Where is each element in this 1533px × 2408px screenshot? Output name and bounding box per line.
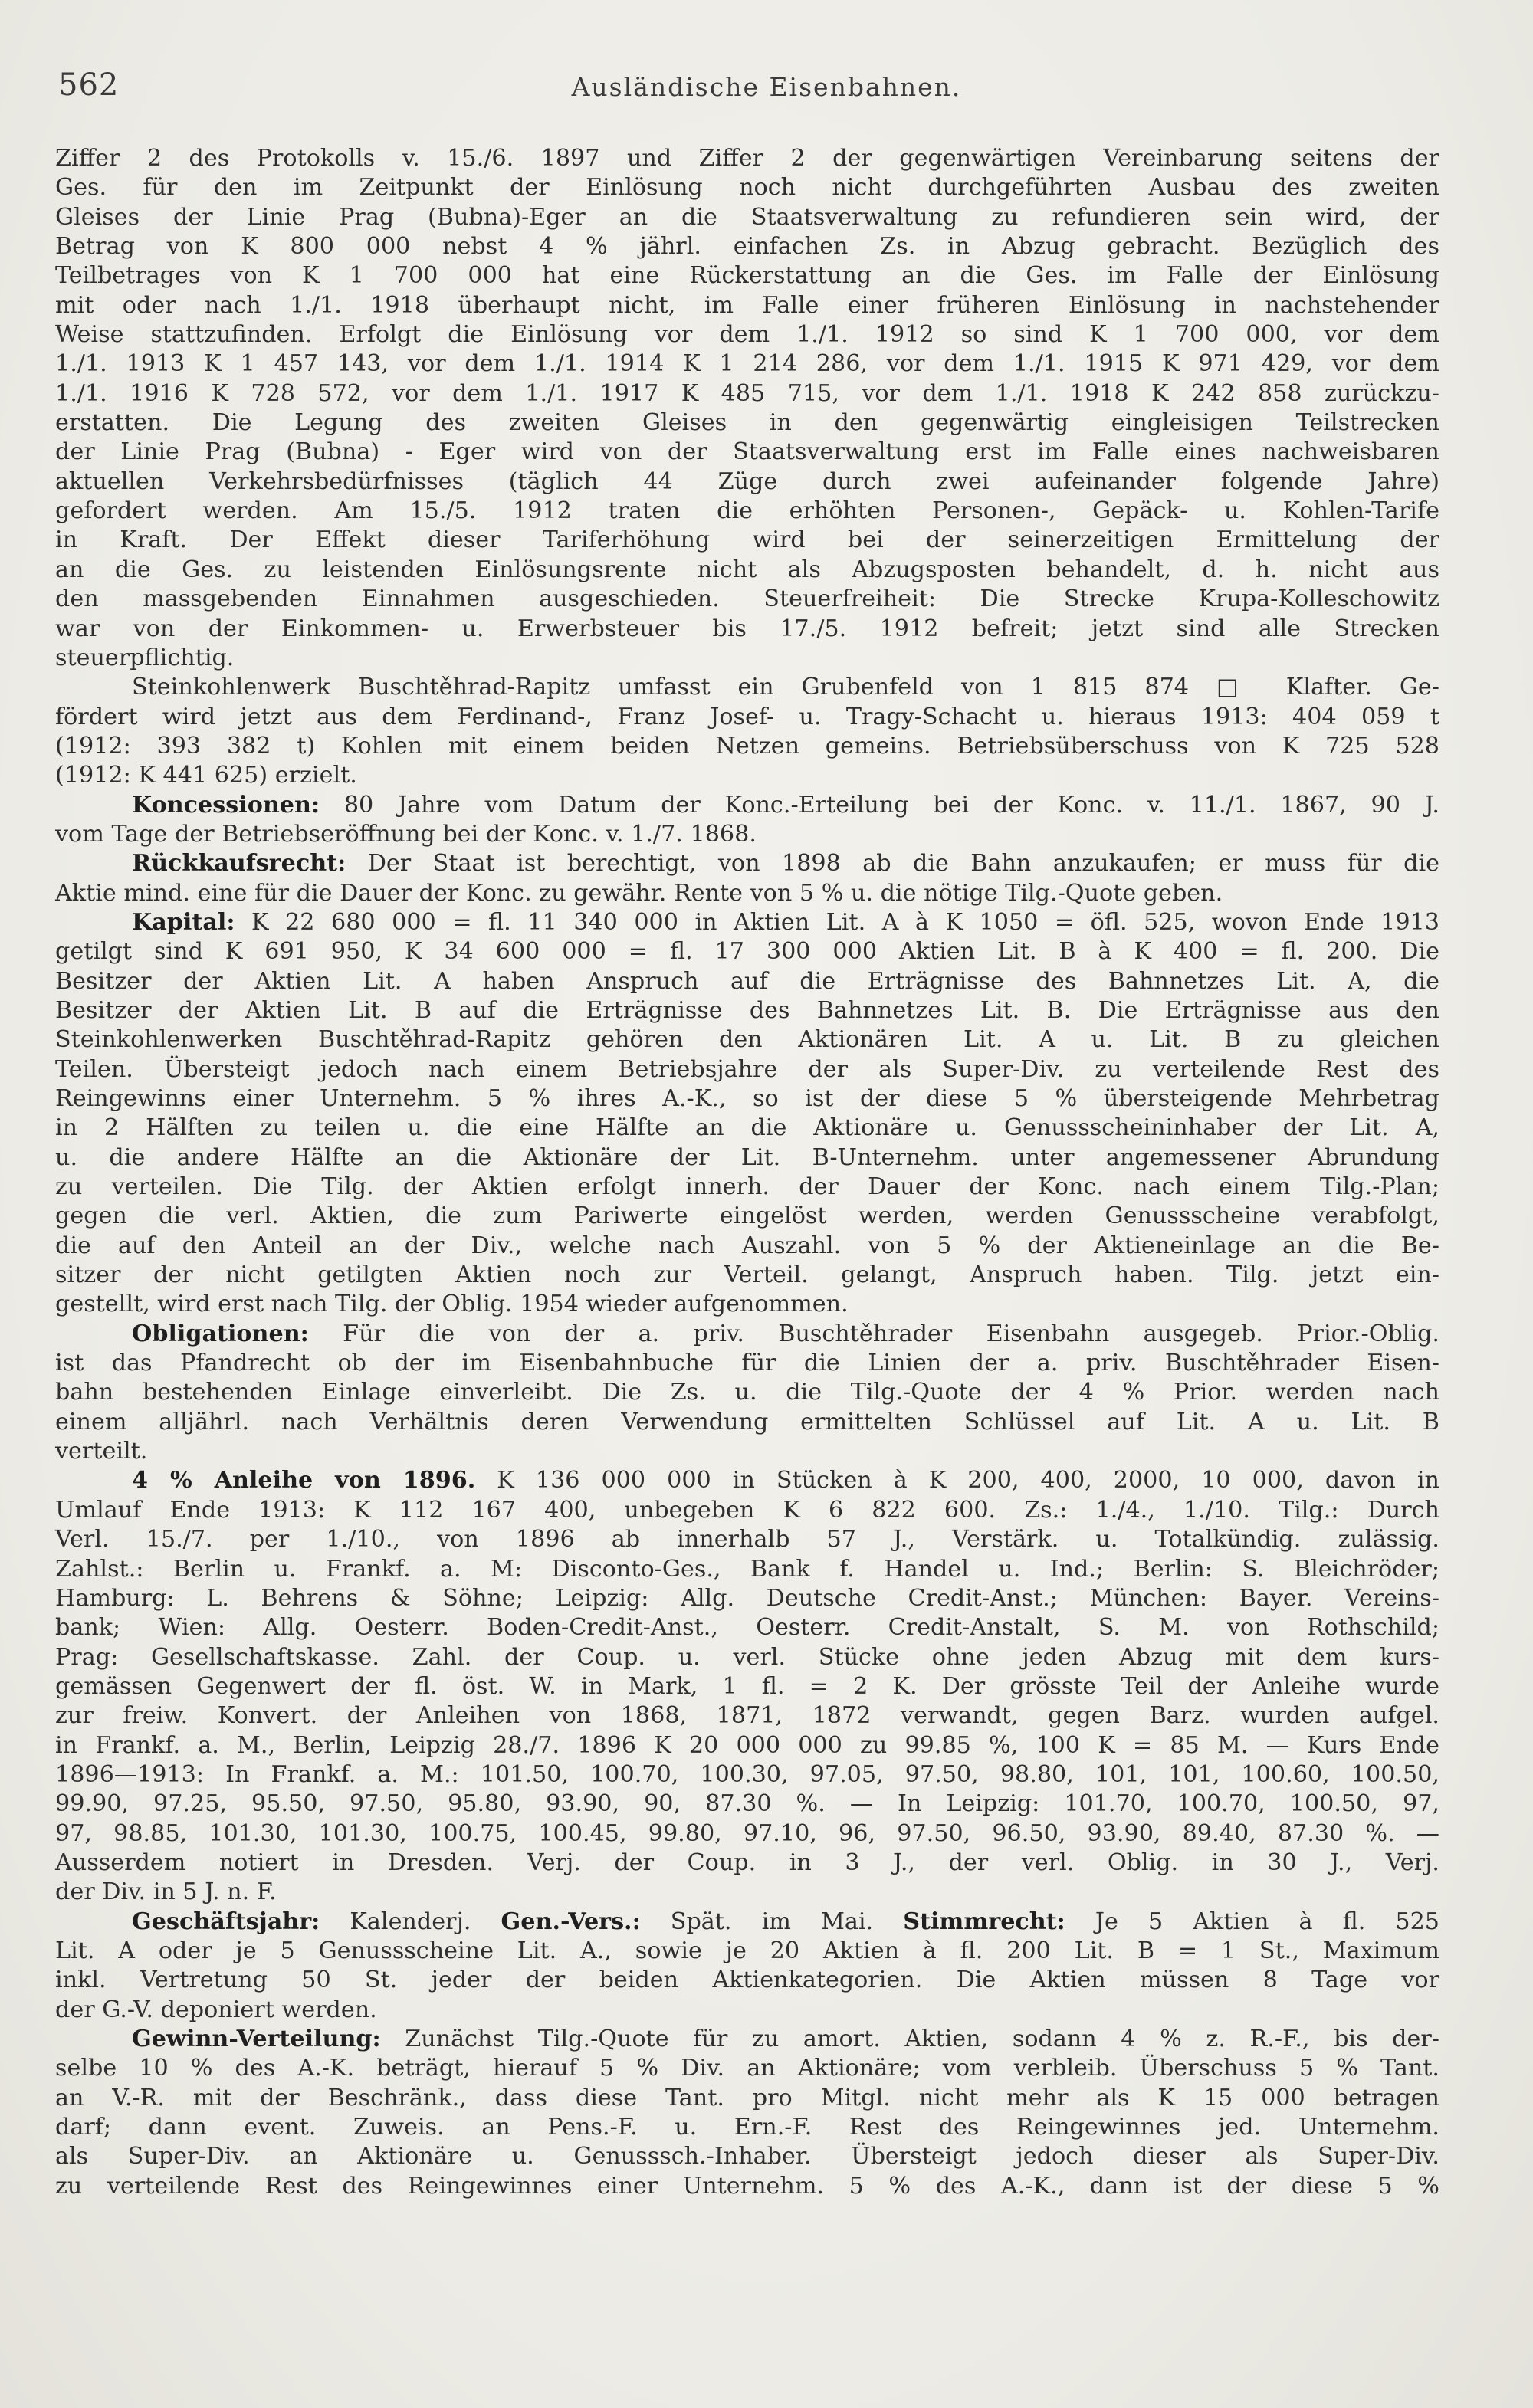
text-line <box>55 732 1439 761</box>
line-text: ist das Pfandrecht ob der im Eisenbahnbuche für die Linien der a. priv. Buschtěhrader Eisen- <box>55 1350 1439 1377</box>
text-line <box>55 908 1439 937</box>
text-line <box>55 1613 1439 1642</box>
text-line <box>55 1466 1439 1495</box>
line-text: vom Tage der Betriebseröffnung bei der Konc. v. 1./7. 1868. <box>55 820 757 848</box>
text-line <box>55 1173 1439 1202</box>
line-text: Besitzer der Aktien Lit. B auf die Erträgnisse des Bahnnetzes Lit. B. Die Erträgnisse aus den <box>55 996 1439 1024</box>
text-line <box>55 673 1439 702</box>
text-line <box>55 408 1439 438</box>
section-label: 4 % Anleihe von 1896. <box>132 1467 476 1494</box>
line-text: in Kraft. Der Effekt dieser Tariferhöhung wird bei der seinerzeitigen Ermittelung der <box>55 527 1439 554</box>
text-line <box>55 320 1439 349</box>
text-line <box>55 1143 1439 1173</box>
line-text: u. die andere Hälfte an die Aktionäre der Lit. B-Unternehm. unter angemessener Abrundung <box>55 1143 1439 1171</box>
line-text: Betrag von K 800 000 nebst 4 % jährl. einfachen Zs. in Abzug gebracht. Bezüglich des <box>55 233 1439 261</box>
section-label: Stimmrecht: <box>903 1908 1065 1935</box>
section-label: Gen.-Vers.: <box>501 1908 641 1935</box>
line-text: Ausserdem notiert in Dresden. Verj. der Coup. in 3 J., der verl. Oblig. in 30 J., Verj. <box>55 1849 1439 1876</box>
body-text <box>55 144 1439 2201</box>
line-text: an die Ges. zu leistenden Einlösungsrente nicht als Abzugsposten behandelt, d. h. nicht aus <box>55 556 1439 583</box>
line-text: Ziffer 2 des Protokolls v. 15./6. 1897 und Ziffer 2 der gegenwärtigen Vereinbarung seitens der <box>55 145 1439 172</box>
line-text: bank; Wien: Allg. Oesterr. Boden-Credit-Anst., Oesterr. Credit-Anstalt, S. M. von Rothschild; <box>55 1614 1439 1642</box>
line-text: (1912: 393 382 t) Kohlen mit einem beiden Netzen gemeins. Betriebsüberschuss von K 725 528 <box>55 732 1439 759</box>
line-text: zur freiw. Konvert. der Anleihen von 1868, 1871, 1872 verwandt, gegen Barz. wurden aufgel. <box>55 1702 1439 1730</box>
text-line <box>55 2172 1439 2201</box>
text-line <box>55 1937 1439 1966</box>
text-line <box>55 879 1439 908</box>
line-text: steuerpflichtig. <box>55 644 235 671</box>
text-line <box>55 1025 1439 1055</box>
line-text: mit oder nach 1./1. 1918 überhaupt nicht, im Falle einer früheren Einlösung in nachstehender <box>55 291 1439 319</box>
text-line <box>55 703 1439 732</box>
line-text: in Frankf. a. M., Berlin, Leipzig 28./7. 1896 K 20 000 000 zu 99.85 %, 100 K = 85 M. — Kurs Ende <box>55 1731 1439 1759</box>
text-line <box>55 1908 1439 1937</box>
line-text: K 136 000 000 in Stücken à K 200, 400, 2000, 10 000, davon in <box>475 1467 1439 1494</box>
text-line <box>55 644 1439 673</box>
line-text: Umlauf Ende 1913: K 112 167 400, unbegeben K 6 822 600. Zs.: 1./4., 1./10. Tilg.: Durch <box>55 1496 1439 1524</box>
text-line <box>55 1643 1439 1672</box>
text-line <box>55 820 1439 849</box>
line-text: Gleises der Linie Prag (Bubna)-Eger an die Staatsverwaltung zu refundieren sein wird, der <box>55 203 1439 231</box>
text-line <box>55 467 1439 497</box>
line-text: Kalenderj. <box>320 1908 501 1935</box>
line-text: Lit. A oder je 5 Genussscheine Lit. A., sowie je 20 Aktien à fl. 200 Lit. B = 1 St., Maximum <box>55 1937 1439 1964</box>
line-text: sitzer der nicht getilgten Aktien noch zur Verteil. gelangt, Anspruch haben. Tilg. jetzt ein- <box>55 1261 1439 1289</box>
text-line <box>55 203 1439 232</box>
text-line <box>55 585 1439 614</box>
text-line <box>55 1849 1439 1878</box>
text-line <box>55 1437 1439 1466</box>
text-line <box>55 1878 1439 1907</box>
line-text: getilgt sind K 691 950, K 34 600 000 = fl. 17 300 000 Aktien Lit. B à K 400 = fl. 200. Die <box>55 938 1439 966</box>
text-line <box>55 1996 1439 2025</box>
text-line <box>55 1114 1439 1143</box>
line-text: (1912: K 441 625) erzielt. <box>55 762 357 789</box>
text-line <box>55 1232 1439 1261</box>
line-text: 80 Jahre vom Datum der Konc.-Erteilung bei der Konc. v. 11./1. 1867, 90 J. <box>320 791 1439 819</box>
page-number: 562 <box>58 67 120 103</box>
page-header <box>58 67 1475 113</box>
text-line <box>55 761 1439 790</box>
text-line <box>55 1320 1439 1349</box>
line-text: Aktie mind. eine für die Dauer der Konc. zu gewähr. Rente von 5 % u. die nötige Tilg.-Quote geben. <box>55 879 1223 907</box>
line-text: bahn bestehenden Einlage einverleibt. Die Zs. u. die Tilg.-Quote der 4 % Prior. werden nach <box>55 1379 1439 1406</box>
line-text: Zahlst.: Berlin u. Frankf. a. M: Disconto-Ges., Bank f. Handel u. Ind.; Berlin: S. Bleichröder; <box>55 1555 1439 1583</box>
line-text: Teilen. Übersteigt jedoch nach einem Betriebsjahre der als Super-Div. zu verteilende Rest des <box>55 1055 1439 1083</box>
text-line <box>55 2025 1439 2054</box>
line-text: Steinkohlenwerk Buschtěhrad-Rapitz umfasst ein Grubenfeld von 1 815 874 □ Klafter. Ge- <box>132 674 1439 701</box>
line-text: K 22 680 000 = fl. 11 340 000 in Aktien Lit. A à K 1050 = öfl. 525, wovon Ende 1913 <box>235 908 1439 936</box>
text-line <box>55 2054 1439 2083</box>
line-text: Teilbetrages von K 1 700 000 hat eine Rückerstattung an die Ges. im Falle der Einlösung <box>55 262 1439 290</box>
text-line <box>55 1084 1439 1114</box>
line-text: einem alljährl. nach Verhältnis deren Verwendung ermittelten Schlüssel auf Lit. A u. Lit. B <box>55 1408 1439 1435</box>
line-text: 1./1. 1913 K 1 457 143, vor dem 1./1. 1914 K 1 214 286, vor dem 1./1. 1915 K 971 429, vor dem <box>55 350 1439 378</box>
text-line <box>55 349 1439 379</box>
line-text: der Linie Prag (Bubna) - Eger wird von der Staatsverwaltung erst im Falle eines nachweisbaren <box>55 438 1439 466</box>
text-line <box>55 1202 1439 1231</box>
line-text: zu verteilen. Die Tilg. der Aktien erfolgt innerh. der Dauer der Konc. nach einem Tilg.-Plan; <box>55 1173 1439 1201</box>
section-label: Obligationen: <box>132 1320 309 1347</box>
line-text: 1896—1913: In Frankf. a. M.: 101.50, 100.70, 100.30, 97.05, 97.50, 98.80, 101, 101, 100.60, 100.50, <box>55 1760 1439 1788</box>
line-text: Der Staat ist berechtigt, von 1898 ab die Bahn anzukaufen; er muss für die <box>346 850 1439 878</box>
line-text: zu verteilende Rest des Reingewinnes einer Unternehm. 5 % des A.-K., dann ist der diese 5 % <box>55 2172 1439 2200</box>
line-text: fördert wird jetzt aus dem Ferdinand-, Franz Josef- u. Tragy-Schacht u. hieraus 1913: 404 059 t <box>55 703 1439 730</box>
running-title: Ausländische Eisenbahnen. <box>571 72 962 102</box>
line-text: an V.-R. mit der Beschränk., dass diese Tant. pro Mitgl. nicht mehr als K 15 000 betragen <box>55 2084 1439 2111</box>
line-text: Reingewinns einer Unternehm. 5 % ihres A.-K., so ist der diese 5 % übersteigende Mehrbetrag <box>55 1085 1439 1112</box>
line-text: Zunächst Tilg.-Quote für zu amort. Aktien, sodann 4 % z. R.-F., bis der- <box>380 2026 1439 2052</box>
text-line <box>55 2084 1439 2113</box>
line-text: als Super-Div. an Aktionäre u. Genusssch.-Inhaber. Übersteigt jedoch dieser als Super-Div. <box>55 2143 1439 2170</box>
text-line <box>55 2142 1439 2171</box>
line-text: gestellt, wird erst nach Tilg. der Oblig. 1954 wieder aufgenommen. <box>55 1291 849 1318</box>
text-line <box>55 1790 1439 1819</box>
text-line <box>55 967 1439 996</box>
text-line <box>55 1731 1439 1760</box>
text-line <box>55 937 1439 966</box>
text-line <box>55 615 1439 644</box>
line-text: den massgebenden Einnahmen ausgeschieden. Steuerfreiheit: Die Strecke Krupa-Kolleschowitz <box>55 586 1439 613</box>
line-text: die auf den Anteil an der Div., welche nach Auszahl. von 5 % der Aktieneinlage an die Be- <box>55 1232 1439 1259</box>
line-text: Weise stattzufinden. Erfolgt die Einlösung vor dem 1./1. 1912 so sind K 1 700 000, vor dem <box>55 321 1439 349</box>
text-line <box>55 1701 1439 1731</box>
line-text: Hamburg: L. Behrens & Söhne; Leipzig: Allg. Deutsche Credit-Anst.; München: Bayer. Vereins- <box>55 1584 1439 1612</box>
line-text: der Div. in 5 J. n. F. <box>55 1878 277 1906</box>
line-text: aktuellen Verkehrsbedürfnisses (täglich 44 Züge durch zwei aufeinander folgende Jahre) <box>55 467 1439 495</box>
text-line <box>55 1760 1439 1790</box>
text-line <box>55 2113 1439 2142</box>
text-line <box>55 1349 1439 1378</box>
line-text: war von der Einkommen- u. Erwerbsteuer bis 17./5. 1912 befreit; jetzt sind alle Strecken <box>55 615 1439 642</box>
text-line <box>55 1261 1439 1290</box>
text-line <box>55 379 1439 408</box>
text-line <box>55 1378 1439 1407</box>
line-text: inkl. Vertretung 50 St. jeder der beiden Aktienkategorien. Die Aktien müssen 8 Tage vor <box>55 1967 1439 1994</box>
text-line <box>55 1672 1439 1701</box>
section-label: Kapital: <box>132 908 235 936</box>
line-text: Ges. für den im Zeitpunkt der Einlösung noch nicht durchgeführten Ausbau des zweiten <box>55 174 1439 202</box>
text-line <box>55 497 1439 526</box>
line-text: der G.-V. deponiert werden. <box>55 1996 377 2023</box>
section-label: Gewinn-Verteilung: <box>132 2026 381 2052</box>
text-line <box>55 849 1439 878</box>
text-line <box>55 1819 1439 1849</box>
text-line <box>55 173 1439 202</box>
section-label: Rückkaufsrecht: <box>132 850 346 878</box>
text-line <box>55 791 1439 820</box>
text-line <box>55 1408 1439 1437</box>
line-text: 99.90, 97.25, 95.50, 97.50, 95.80, 93.90, 90, 87.30 %. — In Leipzig: 101.70, 100.70, 100.50, 97, <box>55 1790 1439 1818</box>
line-text: Prag: Gesellschaftskasse. Zahl. der Coup. u. verl. Stücke ohne jeden Abzug mit dem kurs- <box>55 1643 1439 1671</box>
line-text: Verl. 15./7. per 1./10., von 1896 ab innerhalb 57 J., Verstärk. u. Totalkündig. zulässig. <box>55 1526 1439 1553</box>
text-line <box>55 232 1439 261</box>
text-line <box>55 261 1439 290</box>
text-line <box>55 1525 1439 1554</box>
line-text: Für die von der a. priv. Buschtěhrader Eisenbahn ausgegeb. Prior.-Oblig. <box>308 1320 1439 1347</box>
line-text: selbe 10 % des A.-K. beträgt, hierauf 5 % Div. an Aktionäre; vom verbleib. Überschuss 5 % Tant. <box>55 2055 1439 2082</box>
line-text: gemässen Gegenwert der fl. öst. W. in Mark, 1 fl. = 2 K. Der grösste Teil der Anleihe wurde <box>55 1672 1439 1700</box>
line-text: gegen die verl. Aktien, die zum Pariwerte eingelöst werden, werden Genussscheine verabfolgt, <box>55 1202 1439 1230</box>
text-line <box>55 144 1439 173</box>
text-line <box>55 291 1439 320</box>
text-line <box>55 1555 1439 1584</box>
text-line <box>55 1055 1439 1084</box>
section-label: Geschäftsjahr: <box>132 1908 320 1935</box>
text-line <box>55 438 1439 467</box>
line-text: gefordert werden. Am 15./5. 1912 traten die erhöhten Personen-, Gepäck- u. Kohlen-Tarife <box>55 497 1439 525</box>
line-text: Je 5 Aktien à fl. 525 <box>1065 1908 1439 1935</box>
text-line <box>55 1584 1439 1613</box>
line-text: in 2 Hälften zu teilen u. die eine Hälfte an die Aktionäre u. Genussscheininhaber der Lit. A, <box>55 1114 1439 1142</box>
line-text: erstatten. Die Legung des zweiten Gleises in den gegenwärtig eingleisigen Teilstrecken <box>55 409 1439 437</box>
section-label: Koncessionen: <box>132 791 320 819</box>
line-text: Spät. im Mai. <box>640 1908 904 1935</box>
line-text: Steinkohlenwerken Buschtěhrad-Rapitz gehören den Aktionären Lit. A u. Lit. B zu gleichen <box>55 1026 1439 1054</box>
text-line <box>55 556 1439 585</box>
text-line <box>55 1966 1439 1995</box>
line-text: verteilt. <box>55 1438 148 1465</box>
text-line <box>55 526 1439 555</box>
text-line <box>55 1290 1439 1319</box>
text-line <box>55 996 1439 1025</box>
line-text: 1./1. 1916 K 728 572, vor dem 1./1. 1917 K 485 715, vor dem 1./1. 1918 K 242 858 zurückzu- <box>55 379 1439 407</box>
text-line <box>55 1496 1439 1525</box>
line-text: 97, 98.85, 101.30, 101.30, 100.75, 100.45, 99.80, 97.10, 96, 97.50, 96.50, 93.90, 89.40, 87.30 %. — <box>55 1819 1439 1847</box>
line-text: Besitzer der Aktien Lit. A haben Anspruch auf die Erträgnisse des Bahnnetzes Lit. A, die <box>55 967 1439 995</box>
line-text: darf; dann event. Zuweis. an Pens.-F. u. Ern.-F. Rest des Reingewinnes jed. Unternehm. <box>55 2114 1439 2141</box>
